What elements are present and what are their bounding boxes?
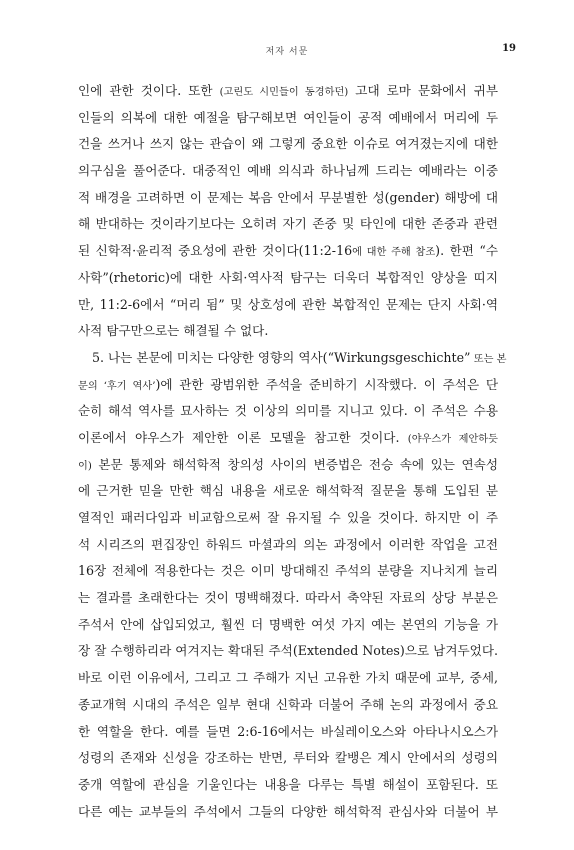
text-segment: ). 한편 “수	[435, 243, 499, 259]
text-segment: 바로 이런 이유에서, 그리고 그 주해가 지닌 고유한 가치 때문에 교부, 중세,	[78, 670, 498, 686]
text-segment: 적 배경을 고려하면 이 문제는 복음 안에서 무분별한 성(gender) 해방에 대	[78, 189, 498, 205]
text-line	[78, 612, 498, 639]
text-segment: 인들의 의복에 대한 예절을 탐구해보면 여인들이 공적 예배에서 머리에 두	[78, 109, 498, 125]
text-line	[78, 292, 498, 319]
text-segment: 사적 탐구만으로는 해결될 수 없다.	[78, 323, 269, 339]
text-segment: 만, 11:2-6에서 “머리 됨” 및 상호성에 관한 복합적인 문제는 단지 사회·역	[78, 296, 498, 312]
text-line	[78, 478, 498, 505]
text-segment: 주석서 안에 삽입되었고, 훨씬 더 명백한 여섯 가지 예는 본연의 기능을 가	[78, 616, 498, 632]
paragraph-1	[78, 78, 498, 345]
page-header	[0, 44, 574, 60]
text-line	[78, 105, 498, 132]
text-line	[78, 665, 498, 692]
text-line	[78, 558, 498, 585]
text-line	[78, 799, 498, 826]
text-line	[78, 318, 498, 345]
text-segment: 16장 전체에 적용한다는 것은 이미 방대해진 주석의 분량을 지나치게 늘리	[78, 563, 498, 579]
text-segment: 본문 통제와 해석학적 창의성 사이의 변증법은 전승 속에 있는 연속성	[91, 456, 498, 472]
text-line	[78, 452, 498, 479]
text-line	[78, 425, 498, 452]
text-line	[78, 745, 498, 772]
text-line	[78, 719, 498, 746]
text-segment: 는 결과를 초래한다는 것이 명백해졌다. 따라서 축약된 자료의 상당 부분은	[78, 590, 498, 606]
text-segment: 인에 관한 것이다. 또한	[78, 83, 220, 98]
page-number: 19	[502, 43, 516, 54]
paragraph-2	[78, 345, 507, 825]
text-segment: 에 근거한 믿을 만한 핵심 내용을 새로운 해석학적 질문을 통해 도입된 분	[78, 483, 498, 499]
text-line	[78, 772, 498, 799]
body-text	[78, 78, 507, 825]
text-segment: 된 신학적·윤리적 중요성에 관한 것이다(11:2-16	[78, 243, 353, 259]
text-segment: 순히 해석 역사를 묘사하는 것 이상의 의미를 지니고 있다. 이 주석은 수용	[78, 403, 498, 419]
text-segment: 고대 로마 문화에서 귀부	[348, 83, 498, 98]
text-segment: )에 관한 광범위한 주석을 준비하기 시작했다. 이 주석은 단	[155, 376, 499, 392]
text-segment: 의구심을 풀어준다. 대중적인 예배 의식과 하나님께 드리는 예배라는 이중	[78, 163, 498, 179]
text-line	[78, 345, 507, 372]
text-segment: 해 반대하는 것이라기보다는 오히려 자기 존중 및 타인에 대한 존중과 관련	[78, 216, 498, 232]
text-line	[78, 532, 498, 559]
text-line	[78, 692, 498, 719]
text-line	[78, 78, 498, 105]
text-segment: 장 잘 수행하리라 여겨지는 확대된 주석(Extended Notes)으로 남겨두었다.	[78, 643, 498, 659]
text-line	[78, 265, 498, 292]
text-line	[78, 131, 498, 158]
text-line	[78, 158, 498, 185]
text-segment: 건을 쓰거나 쓰지 않는 관습이 왜 그렇게 중요한 이슈로 여겨졌는지에 대한	[78, 136, 498, 152]
text-line	[78, 238, 498, 265]
text-segment: 문의 ‘후기 역사’	[78, 380, 156, 392]
text-segment: 석 시리즈의 편집장인 하워드 마셜과의 의논 과정에서 이러한 작업을 고전	[78, 536, 498, 552]
text-segment: 열적인 패러다임과 비교함으로써 잘 유지될 수 있을 것이다. 하지만 이 주	[78, 510, 498, 525]
text-line	[78, 585, 498, 612]
text-segment: 다른 예는 교부들의 주석에서 그들의 다양한 해석학적 관심사와 더불어 부	[78, 803, 498, 819]
text-segment: (고린도 시민들이 동경하던)	[219, 87, 349, 98]
text-segment: 종교개혁 시대의 주석은 일부 현대 신학과 더불어 주해 논의 과정에서 중요	[78, 696, 498, 712]
text-segment: 또는 본	[470, 353, 507, 365]
running-head: 저자 서문	[265, 47, 309, 57]
text-segment: 이)	[78, 460, 92, 472]
text-segment: 한 역할을 한다. 예를 들면 2:6-16에서는 바실레이오스와 아타나시오스가	[78, 723, 498, 739]
text-segment: 성령의 존재와 신성을 강조하는 반면, 루터와 칼뱅은 계시 안에서의 성령의	[78, 750, 498, 766]
text-line	[78, 638, 498, 665]
text-segment: 중개 역할에 관심을 기울인다는 내용을 다루는 특별 해설이 포함된다. 또	[78, 776, 498, 792]
text-segment: 5. 나는 본문에 미치는 다양한 영향의 역사(“Wirkungsgeschichte”	[92, 349, 471, 365]
text-segment: 에 대한 주해 참조	[352, 247, 436, 259]
text-segment: 이론에서 야우스가 제안한 이론 모델을 참고한 것이다.	[78, 429, 408, 445]
text-line	[78, 398, 498, 425]
text-line	[78, 505, 498, 532]
text-line	[78, 185, 498, 212]
text-line	[78, 372, 498, 399]
text-segment: (야우스가 제안하듯	[407, 433, 498, 445]
text-line	[78, 211, 498, 238]
text-segment: 사학”(rhetoric)에 대한 사회·역사적 탐구는 더욱더 복합적인 양상을 띠지	[78, 269, 498, 285]
